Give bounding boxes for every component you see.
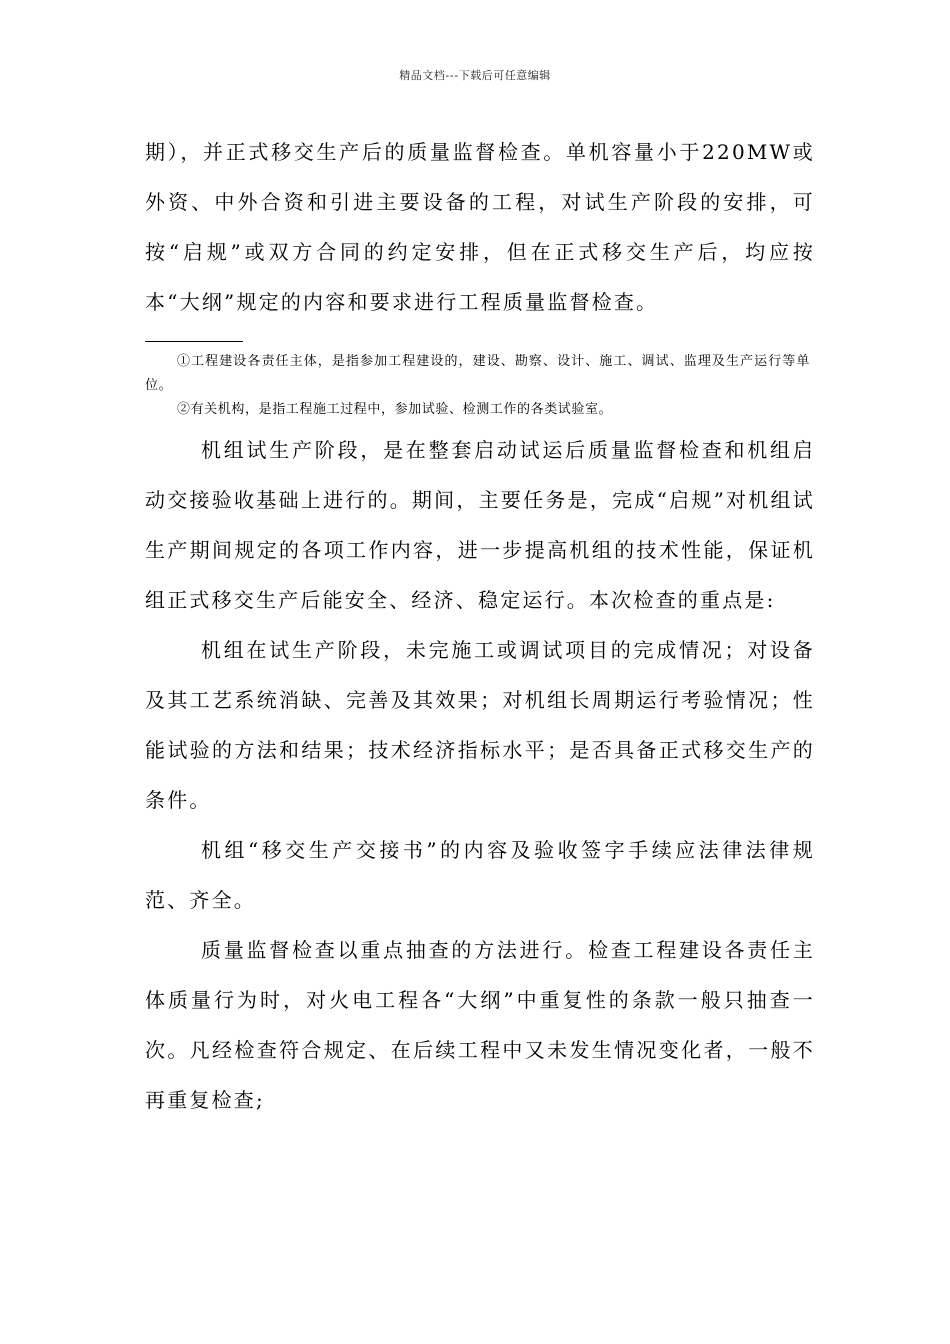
footnotes xyxy=(145,350,810,422)
paragraph-handover-document: 机组“移交生产交接书”的内容及验收签字手续应法律法律规范、齐全。 xyxy=(145,838,815,912)
body-text xyxy=(145,425,815,1125)
paragraph-trial-production: 机组试生产阶段，是在整套启动试运后质量监督检查和机组启动交接验收基础上进行的。期间，主要任务是，完成“启规”对机组试生产期间规定的各项工作内容，进一步提高机组的技术性能，保证机组正式移交生产后能安全、经济、稳定运行。本次检查的重点是: xyxy=(145,438,815,612)
footnote-2: ②有关机构，是指工程施工过程中，参加试验、检测工作的各类试验室。 xyxy=(177,402,613,417)
footnote-1: ①工程建设各责任主体，是指参加工程建设的，建设、勘察、设计、施工、调试、监理及生产运行等单位。 xyxy=(145,354,810,393)
paragraph-inspection-method: 质量监督检查以重点抽查的方法进行。检查工程建设各责任主体质量行为时，对火电工程各“大纲”中重复性的条款一般只抽查一次。凡经检查符合规定、在后续工程中又未发生情况变化者，一般不再重复检查; xyxy=(145,938,815,1112)
paragraph-continued: 期），并正式移交生产后的质量监督检查。单机容量小于220MW或外资、中外合资和引进主要设备的工程，对试生产阶段的安排，可按“启规”或双方合同的约定安排，但在正式移交生产后，均应按本“大纲”规定的内容和要求进行工程质量监督检查。 xyxy=(145,140,815,314)
page-header: 精品文档---下载后可任意编辑 xyxy=(399,69,551,82)
footnote-separator xyxy=(145,341,243,342)
paragraph-unit-checks: 机组在试生产阶段，未完施工或调试项目的完成情况；对设备及其工艺系统消缺、完善及其效果；对机组长周期运行考验情况；性能试验的方法和结果；技术经济指标水平；是否具备正式移交生产的条件。 xyxy=(145,638,815,812)
top-paragraph-block xyxy=(145,127,815,327)
